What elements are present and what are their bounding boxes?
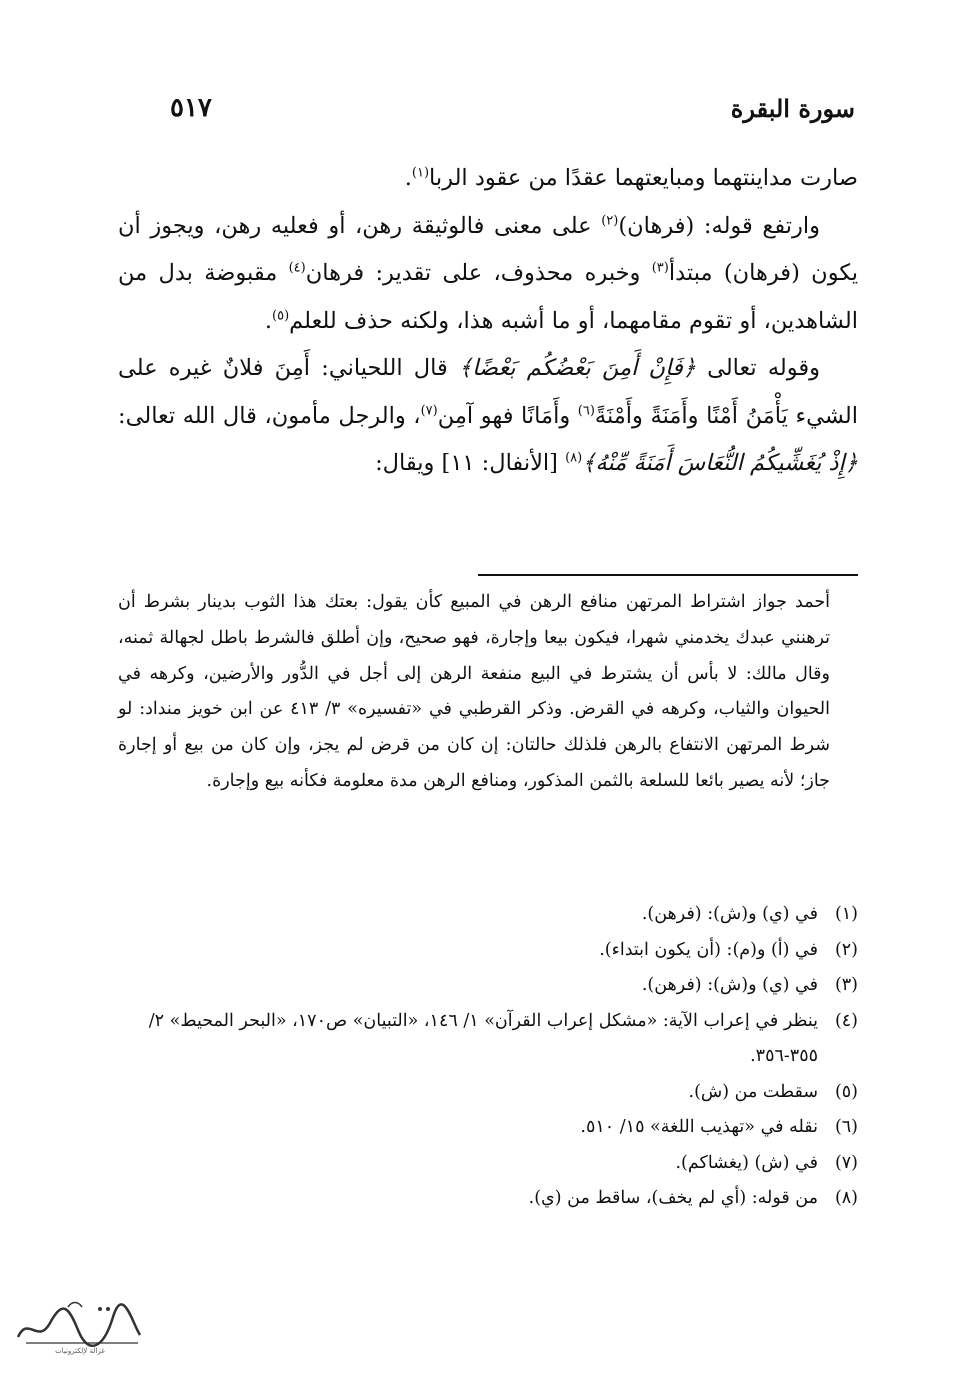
- footnote-item: [100, 897, 858, 933]
- page-number: ٥١٧: [170, 93, 212, 123]
- footnote-number: (٦): [834, 1117, 858, 1137]
- quran-verse: ﴿فَإِنْ أَمِنَ بَعْضُكُم بَعْضًا﴾: [458, 355, 696, 381]
- footnote-number: (٨): [834, 1188, 858, 1208]
- footnote-continuation: [118, 585, 830, 800]
- text-run: [الأنفال: ١١] ويقال:: [375, 450, 566, 476]
- footnote-text: في (ي) و(ش): (فرهن).: [641, 904, 818, 924]
- text-run: وقوله تعالى: [695, 355, 820, 381]
- running-head: [170, 88, 855, 128]
- footnote-item: [100, 1075, 858, 1111]
- footnote-ref: (٢): [601, 213, 619, 228]
- text-run: مقبوضة بدل من الشاهدين، أو تقوم مقامهما، أو ما أشبه هذا، ولكنه حذف للعلم: [118, 260, 858, 334]
- text-run: .: [404, 165, 412, 191]
- footnote-text: في (أ) و(م): (أن يكون ابتداء).: [599, 939, 818, 960]
- footnote-number: (٣): [834, 975, 858, 995]
- footnote-ref: (٤): [288, 260, 306, 276]
- footnote-ref: (٧): [420, 403, 438, 418]
- footnote-text: في (ش) (يغشاكم).: [675, 1152, 818, 1173]
- footnote-ref: (٦): [577, 403, 595, 418]
- footnote-continuation-text: أحمد جواز اشتراط المرتهن منافع الرهن في المبيع كأن يقول: بعتك هذا الثوب بدينار بشرط أن ترهنني عبدك يخدمني شهرا، فيكون بيعا وإجارة، فهو صحيح، وإن أطلق فالشرط باطل لجهالة ثمنه، وقال مالك: لا بأس أن يشترط في البيع منفعة الرهن إلى أجل في الدُّور والأرضين، وكرهه في الحيوان والثياب، وكرهه في القرض. وذكر القرطبي في «تفسيره» ٣/ ٤١٣ عن ابن خويز منداد: لو شرط المرتهن الانتفاع بالرهن فلذلك حالتان: إن كان من قرض لم يجز، وإن كان من بيع أو إجارة جاز؛ لأنه يصير بائعا للسلعة بالثمن المذكور، ومنافع الرهن مدة معلومة فكأنه بيع وإجارة.: [118, 592, 830, 791]
- publisher-logo-icon: [8, 1295, 148, 1355]
- quran-verse: ﴿إِذْ يُغَشِّيكُمُ النُّعَاسَ أَمَنَةً مِّنْهُ﴾: [582, 450, 858, 476]
- footnote-text: ينظر في إعراب الآية: «مشكل إعراب القرآن» ١/ ١٤٦، «التبيان» ص١٧٠، «البحر المحيط» ٢/ ٣٥٥-٣٥٦.: [148, 1010, 818, 1066]
- paragraph-2: [118, 203, 858, 346]
- footnote-item: [100, 1181, 858, 1217]
- paragraph-3: [118, 345, 858, 488]
- footnote-number: (٢): [834, 939, 858, 960]
- footnote-text: في (ي) و(ش): (فرهن).: [641, 975, 818, 995]
- paragraph-1: [118, 155, 858, 203]
- footnote-text: نقله في «تهذيب اللغة» ١٥/ ٥١٠.: [580, 1117, 818, 1137]
- footnote-ref: (١): [411, 165, 430, 181]
- footnote-item: [100, 933, 858, 969]
- footnote-item: [100, 1146, 858, 1182]
- footnote-item: [100, 968, 858, 1004]
- text-run: قال اللحياني: أَمِنَ فلانٌ غيره على الشيء يَأْمَنُ أَمْنًا وأَمَنَةً وأَمْنَةً: [118, 355, 858, 429]
- footnote-item: [100, 1110, 858, 1146]
- text-run: صارت مداينتهما ومبايعتهما عقدًا من عقود الربا: [429, 165, 858, 191]
- footnote-ref: (٥): [272, 308, 290, 323]
- logo-subtext: غزالة لإلكترونيات: [55, 1347, 105, 1355]
- footnote-divider: [478, 574, 858, 576]
- footnote-number: (٥): [834, 1081, 858, 1102]
- text-run: ، والرجل مأمون، قال الله تعالى:: [118, 402, 421, 429]
- footnote-text: من قوله: (أي لم يخف)، ساقط من (ي).: [528, 1188, 818, 1208]
- footnote-ref: (٣): [651, 260, 669, 276]
- text-run: .: [264, 307, 273, 334]
- footnote-ref: (٨): [565, 450, 583, 466]
- footnotes-list: [100, 897, 858, 1217]
- text-run: وخبره محذوف، على تقدير: فرهان: [305, 260, 652, 286]
- footnote-item: [100, 1004, 858, 1075]
- footnote-number: (٤): [834, 1010, 858, 1031]
- footnote-text: سقطت من (ش).: [688, 1081, 818, 1102]
- footnote-number: (٧): [834, 1152, 858, 1173]
- text-run: وارتفع قوله: (فرهان): [618, 212, 820, 239]
- surah-title: سورة البقرة: [730, 93, 855, 123]
- text-run: على معنى فالوثيقة رهن، أو فعليه رهن، ويجوز أن يكون (فرهان) مبتدأ: [118, 212, 859, 286]
- footnote-number: (١): [834, 904, 858, 924]
- main-text: [118, 155, 858, 488]
- text-run: وأَمَانًا فهو آمِن: [437, 402, 578, 429]
